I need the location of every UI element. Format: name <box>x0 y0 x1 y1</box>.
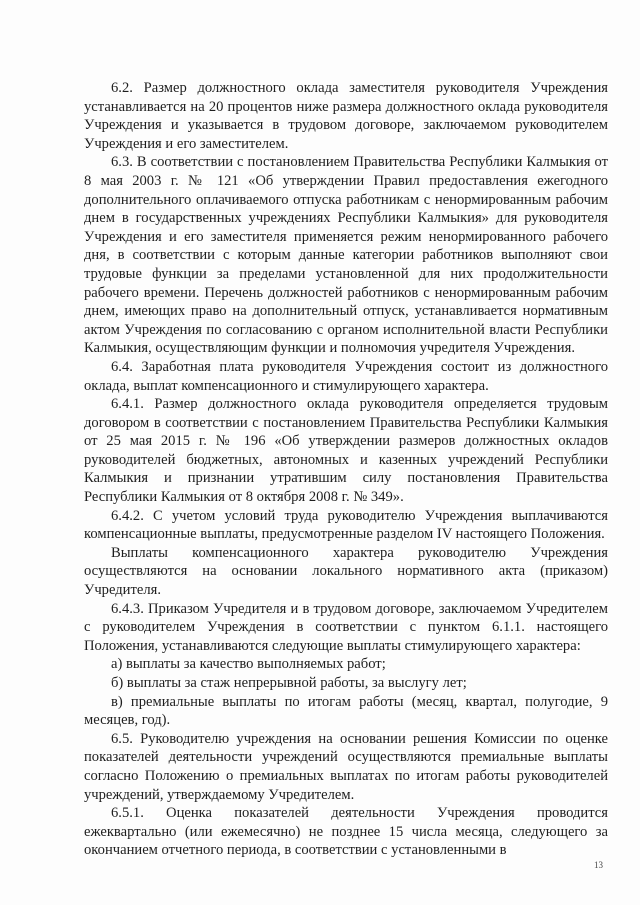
paragraph-6-5-1: 6.5.1. Оценка показателей деятельности Учреждения проводится ежеквартально (или ежемесячно) не позднее 15 числа месяца, следующего за окончанием отчетного периода, в соответствии с установленными в <box>84 805 608 859</box>
paragraph-6-4-3: 6.4.3. Приказом Учредителя и в трудовом договоре, заключаемом Учредителем с руководителем Учреждения в соответствии с пунктом 6.1.1. настоящего Положения, устанавливаются следующие выплаты стимулирующего характера: <box>84 600 608 654</box>
paragraph-6-2: 6.2. Размер должностного оклада заместителя руководителя Учреждения устанавливается на 20 процентов ниже размера должностного оклада руководителя Учреждения и указывается в трудовом договоре, заключаемом руководителем Учреждения и его заместителем. <box>84 80 608 152</box>
list-item-a: а) выплаты за качество выполняемых работ; <box>111 656 386 673</box>
paragraph-compensation-basis: Выплаты компенсационного характера руководителю Учреждения осуществляются на основании локального нормативного акта (приказом) Учредителя. <box>84 544 608 599</box>
paragraph-6-4-2: 6.4.2. С учетом условий труда руководителю Учреждения выплачиваются компенсационные выплаты, предусмотренные разделом IV настоящего Положения. <box>84 507 608 543</box>
page-number: 13 <box>594 860 603 870</box>
paragraph-6-3: 6.3. В соответствии с постановлением Правительства Республики Калмыкия от 8 мая 2003 г. № 121 «Об утверждении Правил предоставления ежегодного дополнительного оплачиваемого отпуска работникам с ненормированным рабочим днем в государственных учреждениях Республики Калмыкия» для руководителя Учреждения и его заместителя применяется режим ненормированного рабочего дня, в соответствии с которым данные категории работников выполняют свои трудовые функции за пределами установленной для них продолжительности рабочего времени. Перечень должностей работников с ненормированным рабочим днем, имеющих право на дополнительный отпуск, устанавливается нормативным актом Учреждения по согласованию с органом исполнительной власти Республики Калмыкия, осуществляющим функции и полномочия учредителя Учреждения. <box>84 154 608 357</box>
paragraph-6-5: 6.5. Руководителю учреждения на основании решения Комиссии по оценке показателей деятельности учреждений осуществляются премиальные выплаты согласно Положению о премиальных выплатах по итогам работы руководителей учреждений, утверждаемому Учредителем. <box>84 730 608 803</box>
paragraph-6-4: 6.4. Заработная плата руководителя Учреждения состоит из должностного оклада, выплат компенсационного и стимулирующего характера. <box>84 358 608 394</box>
paragraph-6-4-1: 6.4.1. Размер должностного оклада руководителя определяется трудовым договором в соответствии с постановлением Правительства Республики Калмыкия от 25 мая 2015 г. № 196 «Об утверждении размеров должностных окладов руководителей бюджетных, автономных и казенных учреждений Республики Калмыкия и признании утратившим силу постановления Правительства Республики Калмыкия от 8 октября 2008 г. № 349». <box>84 396 608 506</box>
list-item-b: б) выплаты за стаж непрерывной работы, за выслугу лет; <box>111 675 467 691</box>
document-body <box>84 79 608 860</box>
list-item-v: в) премиальные выплаты по итогам работы (месяц, квартал, полугодие, 9 месяцев, год). <box>84 693 608 729</box>
